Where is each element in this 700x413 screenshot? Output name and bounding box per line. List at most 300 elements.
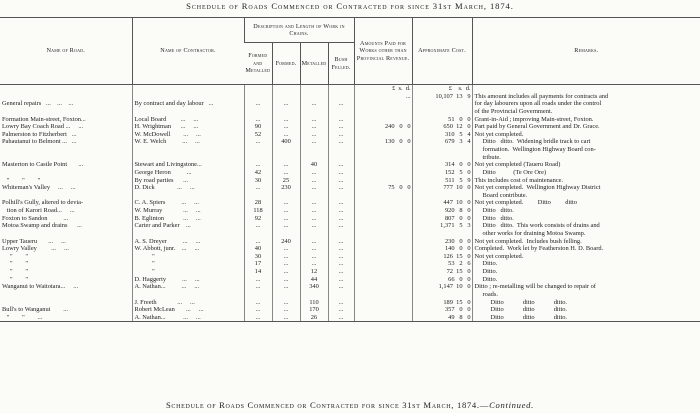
bush-felled-cell: ... — [328, 268, 354, 276]
road-name-cell: Upper Taueru ... ... — [2, 237, 66, 245]
remarks-cell — [472, 85, 700, 93]
table-row — [0, 253, 700, 261]
amount-paid-cell — [354, 291, 412, 299]
approx-cost-cell: 72 15 0 — [412, 268, 472, 276]
formed-cell: ... — [272, 260, 300, 268]
formed-metalled-cell — [244, 192, 272, 200]
amount-paid-cell — [354, 299, 412, 307]
contractor-cell: Robert McLean ... ... — [132, 306, 244, 314]
formed-metalled-cell: 30 — [244, 253, 272, 261]
bush-felled-cell — [328, 85, 354, 93]
remarks-cell: other works for draining Motoa Swamp. — [472, 230, 700, 238]
bush-felled-cell: ... — [328, 260, 354, 268]
formed-metalled-cell — [244, 146, 272, 154]
remarks-cell: Completed. Work let by Featherston H. D. Board. — [472, 245, 700, 253]
contractor-cell — [132, 192, 244, 200]
table-row — [0, 306, 700, 314]
formed-cell: ... — [272, 207, 300, 215]
table-row — [0, 276, 700, 284]
formed-cell: ... — [272, 299, 300, 307]
road-name-cell: Motoa Swamp and drains ... — [2, 222, 82, 230]
remarks-cell: Board contribute. — [472, 192, 700, 200]
approx-cost-cell: 1,147 10 0 — [412, 283, 472, 291]
bush-felled-cell: ... — [328, 314, 354, 322]
formed-metalled-cell: ... — [244, 283, 272, 291]
formed-metalled-cell: ... — [244, 184, 272, 192]
contractor-cell: " — [132, 268, 244, 276]
bush-felled-cell: ... — [328, 123, 354, 131]
metalled-cell: ... — [300, 177, 328, 185]
road-name-cell — [0, 108, 132, 116]
road-name-cell — [0, 93, 132, 101]
road-name-cell: Lowry Bay Coach Road ... ... — [2, 123, 84, 131]
footer-text: Schedule of Roads Commenced or Contracted for since 31st March, 1874.— — [165, 400, 490, 410]
contractor-cell: W. E. Welch ... ... — [132, 138, 244, 146]
formed-cell: ... — [272, 123, 300, 131]
formed-metalled-cell — [244, 85, 272, 93]
formed-metalled-cell — [244, 154, 272, 162]
remarks-cell: Ditto ditto. — [472, 207, 700, 215]
contractor-cell — [132, 146, 244, 154]
header-remarks: Remarks. — [472, 18, 700, 85]
remarks-cell: Not yet completed. Wellington Highway District — [472, 184, 700, 192]
remarks-cell: Ditto ; re-metalling will be changed to repair of — [472, 283, 700, 291]
remarks-cell: Ditto. — [472, 268, 700, 276]
road-name-cell: " " " — [2, 176, 41, 184]
approx-cost-cell: 10,107 13 9 — [412, 93, 472, 101]
amount-paid-cell — [354, 154, 412, 162]
contractor-cell — [132, 93, 244, 101]
formed-cell — [272, 93, 300, 101]
metalled-cell: 26 — [300, 314, 328, 322]
formed-cell: ... — [272, 283, 300, 291]
formed-metalled-cell: 90 — [244, 123, 272, 131]
table-row — [0, 268, 700, 276]
contractor-cell: W. McDowell ... ... — [132, 131, 244, 139]
amount-paid-cell — [354, 169, 412, 177]
road-name-cell — [0, 291, 132, 299]
road-name-cell: Masterton to Castle Point ... — [2, 161, 84, 169]
formed-cell: ... — [272, 169, 300, 177]
contractor-cell — [132, 108, 244, 116]
metalled-cell: ... — [300, 215, 328, 223]
formed-cell — [272, 108, 300, 116]
formed-cell: ... — [272, 314, 300, 322]
approx-cost-cell: 511 5 9 — [412, 177, 472, 185]
remarks-cell: Ditto ditto ditto. — [472, 306, 700, 314]
amount-paid-cell — [354, 199, 412, 207]
amount-paid-cell — [354, 306, 412, 314]
amount-paid-cell — [354, 238, 412, 246]
contractor-cell: Stewart and Livingstone... — [132, 161, 244, 169]
remarks-cell: This amount includes all payments for contracts and — [472, 93, 700, 101]
formed-metalled-cell: ... — [244, 161, 272, 169]
formed-metalled-cell: 42 — [244, 169, 272, 177]
formed-metalled-cell — [244, 291, 272, 299]
formed-cell: ... — [272, 131, 300, 139]
metalled-cell — [300, 108, 328, 116]
remarks-cell: Not yet completed. — [472, 253, 700, 261]
contractor-cell — [132, 230, 244, 238]
contractor-cell: J. Freeth ... ... — [132, 299, 244, 307]
approx-cost-cell — [412, 291, 472, 299]
amount-paid-cell — [354, 116, 412, 124]
road-name-cell: Lowry Valley ... ... — [2, 245, 69, 253]
contractor-cell: " — [132, 253, 244, 261]
metalled-cell: 340 — [300, 283, 328, 291]
remarks-cell: Not yet completed. Ditto ditto — [472, 199, 700, 207]
amount-paid-cell: 240 0 0 — [354, 123, 412, 131]
road-name-cell — [0, 169, 132, 177]
approx-cost-cell: 1,371 5 3 — [412, 222, 472, 230]
approx-cost-cell — [412, 154, 472, 162]
road-name-cell — [0, 146, 132, 154]
remarks-cell: Ditto. — [472, 260, 700, 268]
metalled-cell: ... — [300, 131, 328, 139]
formed-cell: ... — [272, 199, 300, 207]
road-name-cell: Pahautanui to Belmont ... ... — [2, 138, 77, 146]
metalled-cell: 12 — [300, 268, 328, 276]
remarks-cell: Ditto (Te Ore Ore) — [472, 169, 700, 177]
formed-metalled-cell: ... — [244, 306, 272, 314]
approx-cost-cell: 126 15 0 — [412, 253, 472, 261]
road-name-cell: Polhill's Gully, altered to devia- — [2, 199, 84, 207]
approx-cost-cell — [412, 192, 472, 200]
metalled-cell: ... — [300, 253, 328, 261]
remarks-cell: Ditto. — [472, 276, 700, 284]
formed-metalled-cell: 30 — [244, 177, 272, 185]
metalled-cell: ... — [300, 238, 328, 246]
remarks-cell: Not yet completed (Taueru Road) — [472, 161, 700, 169]
amount-paid-cell — [354, 230, 412, 238]
formed-metalled-cell: 40 — [244, 245, 272, 253]
contractor-cell: By contract and day labour ... — [132, 100, 244, 108]
bush-felled-cell: ... — [328, 199, 354, 207]
bush-felled-cell: ... — [328, 283, 354, 291]
bush-felled-cell: ... — [328, 238, 354, 246]
amount-paid-cell: 130 0 0 — [354, 138, 412, 146]
approx-cost-cell: 650 12 0 — [412, 123, 472, 131]
road-name-cell — [0, 192, 132, 200]
metalled-cell: ... — [300, 184, 328, 192]
formed-metalled-cell: 118 — [244, 207, 272, 215]
metalled-cell: ... — [300, 207, 328, 215]
table-row — [0, 314, 700, 322]
table-row — [0, 260, 700, 268]
approx-cost-cell: 66 0 0 — [412, 276, 472, 284]
header-approx-cost: Approximate Cost. — [412, 18, 472, 85]
formed-metalled-cell: 17 — [244, 260, 272, 268]
metalled-cell: ... — [300, 169, 328, 177]
contractor-cell: A. Nathan... ... ... — [132, 283, 244, 291]
amount-paid-cell — [354, 253, 412, 261]
table-row — [0, 222, 700, 230]
approx-cost-cell: 310 5 4 — [412, 131, 472, 139]
bush-felled-cell — [328, 192, 354, 200]
formed-cell: 25 — [272, 177, 300, 185]
amount-paid-cell — [354, 192, 412, 200]
bush-felled-cell — [328, 93, 354, 101]
header-description: Description and Length of Work in Chains. — [244, 18, 354, 43]
table-row — [0, 154, 700, 162]
formed-cell: 230 — [272, 184, 300, 192]
table-row — [0, 123, 700, 131]
table-row — [0, 238, 700, 246]
formed-cell — [272, 154, 300, 162]
remarks-cell: Ditto ditto. — [472, 215, 700, 223]
contractor-cell: " — [132, 260, 244, 268]
road-name-cell: " " — [2, 275, 28, 283]
header-amounts-paid: Amounts Paid for Works other than Provincial Revenue. — [354, 18, 412, 85]
metalled-cell: ... — [300, 222, 328, 230]
approx-cost-cell: 51 0 0 — [412, 116, 472, 124]
approx-cost-cell: 777 10 0 — [412, 184, 472, 192]
metalled-cell: 44 — [300, 276, 328, 284]
formed-metalled-cell — [244, 108, 272, 116]
formed-cell: ... — [272, 161, 300, 169]
road-name-cell: Bull's to Wanganui ... — [2, 306, 69, 314]
table-row — [0, 192, 700, 200]
road-name-cell — [0, 230, 132, 238]
bush-felled-cell: ... — [328, 161, 354, 169]
bush-felled-cell: ... — [328, 306, 354, 314]
contractor-cell — [132, 85, 244, 93]
bush-felled-cell: ... — [328, 276, 354, 284]
contractor-cell: W. Murray ... ... — [132, 207, 244, 215]
remarks-cell: tribute. — [472, 154, 700, 162]
road-name-cell: Formation Main-street, Foxton... — [2, 115, 86, 123]
table-row — [0, 177, 700, 185]
amount-paid-cell — [354, 314, 412, 322]
approx-cost-cell: 49 8 0 — [412, 314, 472, 322]
road-name-cell — [0, 85, 132, 93]
formed-cell: ... — [272, 116, 300, 124]
road-name-cell — [0, 299, 132, 307]
amount-paid-cell — [354, 108, 412, 116]
formed-metalled-cell: 52 — [244, 131, 272, 139]
formed-cell — [272, 85, 300, 93]
table-row — [0, 207, 700, 215]
formed-cell: ... — [272, 276, 300, 284]
table-row — [0, 230, 700, 238]
remarks-cell: Not yet completed. Includes bush felling. — [472, 238, 700, 246]
amount-paid-cell — [354, 276, 412, 284]
header-formed: Formed. — [272, 43, 300, 85]
contractor-cell: D. Haggerty ... ... — [132, 276, 244, 284]
bush-felled-cell: ... — [328, 222, 354, 230]
header-row-top — [0, 18, 700, 43]
metalled-cell: ... — [300, 199, 328, 207]
amount-paid-cell — [354, 245, 412, 253]
contractor-cell: A. S. Dreyer ... ... — [132, 238, 244, 246]
road-name-cell: tion of Karori Road... ... — [2, 207, 75, 214]
bush-felled-cell — [328, 108, 354, 116]
contractor-cell: Local Board ... ... — [132, 116, 244, 124]
table-row — [0, 184, 700, 192]
approx-cost-cell: 140 0 0 — [412, 245, 472, 253]
table-row — [0, 85, 700, 93]
contractor-cell: H. Wrightman ... ... — [132, 123, 244, 131]
formed-metalled-cell: ... — [244, 100, 272, 108]
table-row — [0, 116, 700, 124]
approx-cost-cell: 189 15 0 — [412, 299, 472, 307]
approx-cost-cell — [412, 230, 472, 238]
road-name-cell: " " ... — [0, 314, 132, 322]
table-row — [0, 131, 700, 139]
road-name-cell: " " — [2, 260, 28, 268]
metalled-cell — [300, 85, 328, 93]
amount-paid-cell — [354, 207, 412, 215]
bush-felled-cell — [328, 154, 354, 162]
amount-paid-cell — [354, 222, 412, 230]
metalled-cell — [300, 230, 328, 238]
remarks-cell: Part paid by General Government and Dr. Grace. — [472, 123, 700, 131]
header-bush-felled: Bush Felled. — [328, 43, 354, 85]
contractor-cell: B. Eglinton ... ... — [132, 215, 244, 223]
header-road: Name of Road. — [0, 18, 132, 85]
formed-metalled-cell — [244, 230, 272, 238]
amount-paid-cell: 75 0 0 — [354, 184, 412, 192]
table-row — [0, 299, 700, 307]
bush-felled-cell: ... — [328, 207, 354, 215]
header-metalled: Metalled — [300, 43, 328, 85]
bush-felled-cell: ... — [328, 169, 354, 177]
remarks-cell: Ditto ditto ditto. — [472, 314, 700, 322]
bush-felled-cell: ... — [328, 100, 354, 108]
metalled-cell — [300, 192, 328, 200]
approx-cost-cell: 357 0 0 — [412, 306, 472, 314]
contractor-cell: A. Nathan... ... ... — [132, 314, 244, 322]
metalled-cell: 110 — [300, 299, 328, 307]
table-row — [0, 245, 700, 253]
road-name-cell: General repairs ... ... ... — [2, 100, 74, 108]
formed-cell: 400 — [272, 138, 300, 146]
road-name-cell — [0, 154, 132, 162]
metalled-cell: 40 — [300, 161, 328, 169]
formed-cell — [272, 291, 300, 299]
road-name-cell: Foxton to Sandon ... — [2, 214, 69, 222]
road-name-cell: " " — [2, 268, 28, 275]
contractor-cell: W. Abbott, junr. ... ... — [132, 245, 244, 253]
contractor-cell: D. Dick ... ... — [132, 184, 244, 192]
bush-felled-cell: ... — [328, 177, 354, 185]
amount-paid-cell — [354, 100, 412, 108]
table-row — [0, 215, 700, 223]
formed-cell: ... — [272, 222, 300, 230]
amount-paid-cell — [354, 268, 412, 276]
bush-felled-cell: ... — [328, 138, 354, 146]
table-row — [0, 199, 700, 207]
metalled-cell — [300, 93, 328, 101]
formed-metalled-cell: ... — [244, 299, 272, 307]
road-name-cell: Palmerston to Fitzherbert ... — [2, 130, 77, 138]
formed-cell — [272, 192, 300, 200]
contractor-cell: By road parties ... — [132, 177, 244, 185]
formed-metalled-cell: ... — [244, 314, 272, 322]
amount-paid-cell: ... — [354, 93, 412, 101]
contractor-cell — [132, 154, 244, 162]
metalled-cell — [300, 154, 328, 162]
footer-continued: Continued. — [489, 400, 535, 410]
metalled-cell: ... — [300, 100, 328, 108]
formed-cell: ... — [272, 245, 300, 253]
road-name-cell: Whiteman's Valley ... ... — [2, 184, 76, 192]
remarks-cell: Ditto ditto. Widening bridle track to cart — [472, 138, 700, 146]
header-formed-metalled: Formed and Metalled — [244, 43, 272, 85]
bush-felled-cell — [328, 146, 354, 154]
table-row — [0, 138, 700, 146]
metalled-cell: ... — [300, 260, 328, 268]
table-row — [0, 169, 700, 177]
bush-felled-cell: ... — [328, 215, 354, 223]
approx-cost-cell: 447 10 0 — [412, 199, 472, 207]
contractor-cell: C. A. Spiers ... ... — [132, 199, 244, 207]
approx-cost-cell: 807 0 0 — [412, 215, 472, 223]
amount-paid-cell — [354, 131, 412, 139]
table-body — [0, 85, 700, 322]
bush-felled-cell: ... — [328, 116, 354, 124]
approx-cost-cell: 152 5 0 — [412, 169, 472, 177]
schedule-title: Schedule of Roads Commenced or Contracted for since 31st March, 1874. — [186, 1, 514, 11]
approx-cost-cell: 679 3 4 — [412, 138, 472, 146]
formed-metalled-cell: ... — [244, 222, 272, 230]
approx-cost-cell — [412, 146, 472, 154]
table-row — [0, 108, 700, 116]
remarks-cell: for day labourers upon all roads under the control — [472, 100, 700, 108]
amount-paid-cell — [354, 161, 412, 169]
approx-cost-cell: 314 0 0 — [412, 161, 472, 169]
formed-cell: ... — [272, 215, 300, 223]
remarks-cell: This includes cost of maintenance. — [472, 177, 700, 185]
approx-cost-cell: £ s. d. — [412, 85, 472, 93]
remarks-cell: Grant-in-Aid ; improving Main-street, Foxton. — [472, 116, 700, 124]
formed-metalled-cell: 28 — [244, 199, 272, 207]
bush-felled-cell: ... — [328, 245, 354, 253]
contractor-cell — [132, 291, 244, 299]
approx-cost-cell — [412, 100, 472, 108]
table-row — [0, 146, 700, 154]
bush-felled-cell: ... — [328, 184, 354, 192]
table-row — [0, 283, 700, 291]
roads-schedule-table — [0, 17, 700, 322]
metalled-cell — [300, 291, 328, 299]
formed-metalled-cell — [244, 93, 272, 101]
bush-felled-cell: ... — [328, 299, 354, 307]
bush-felled-cell: ... — [328, 253, 354, 261]
road-name-cell: Wanganui to Waitotara... ... — [2, 283, 79, 291]
remarks-cell: roads. — [472, 291, 700, 299]
amount-paid-cell — [354, 260, 412, 268]
formed-metalled-cell: ... — [244, 238, 272, 246]
bush-felled-cell — [328, 230, 354, 238]
contractor-cell: George Heron ... — [132, 169, 244, 177]
approx-cost-cell: 920 8 0 — [412, 207, 472, 215]
bush-felled-cell — [328, 291, 354, 299]
formed-metalled-cell: 92 — [244, 215, 272, 223]
schedule-footer — [0, 400, 700, 410]
metalled-cell: ... — [300, 245, 328, 253]
formed-cell — [272, 146, 300, 154]
remarks-cell: Ditto ditto. This work consists of drains and — [472, 222, 700, 230]
metalled-cell: ... — [300, 116, 328, 124]
contractor-cell: Carter and Parker ... — [132, 222, 244, 230]
remarks-cell: formation. Wellington Highway Board con- — [472, 146, 700, 154]
formed-cell: ... — [272, 306, 300, 314]
approx-cost-cell — [412, 108, 472, 116]
amount-paid-cell — [354, 146, 412, 154]
formed-cell: ... — [272, 268, 300, 276]
metalled-cell: 170 — [300, 306, 328, 314]
